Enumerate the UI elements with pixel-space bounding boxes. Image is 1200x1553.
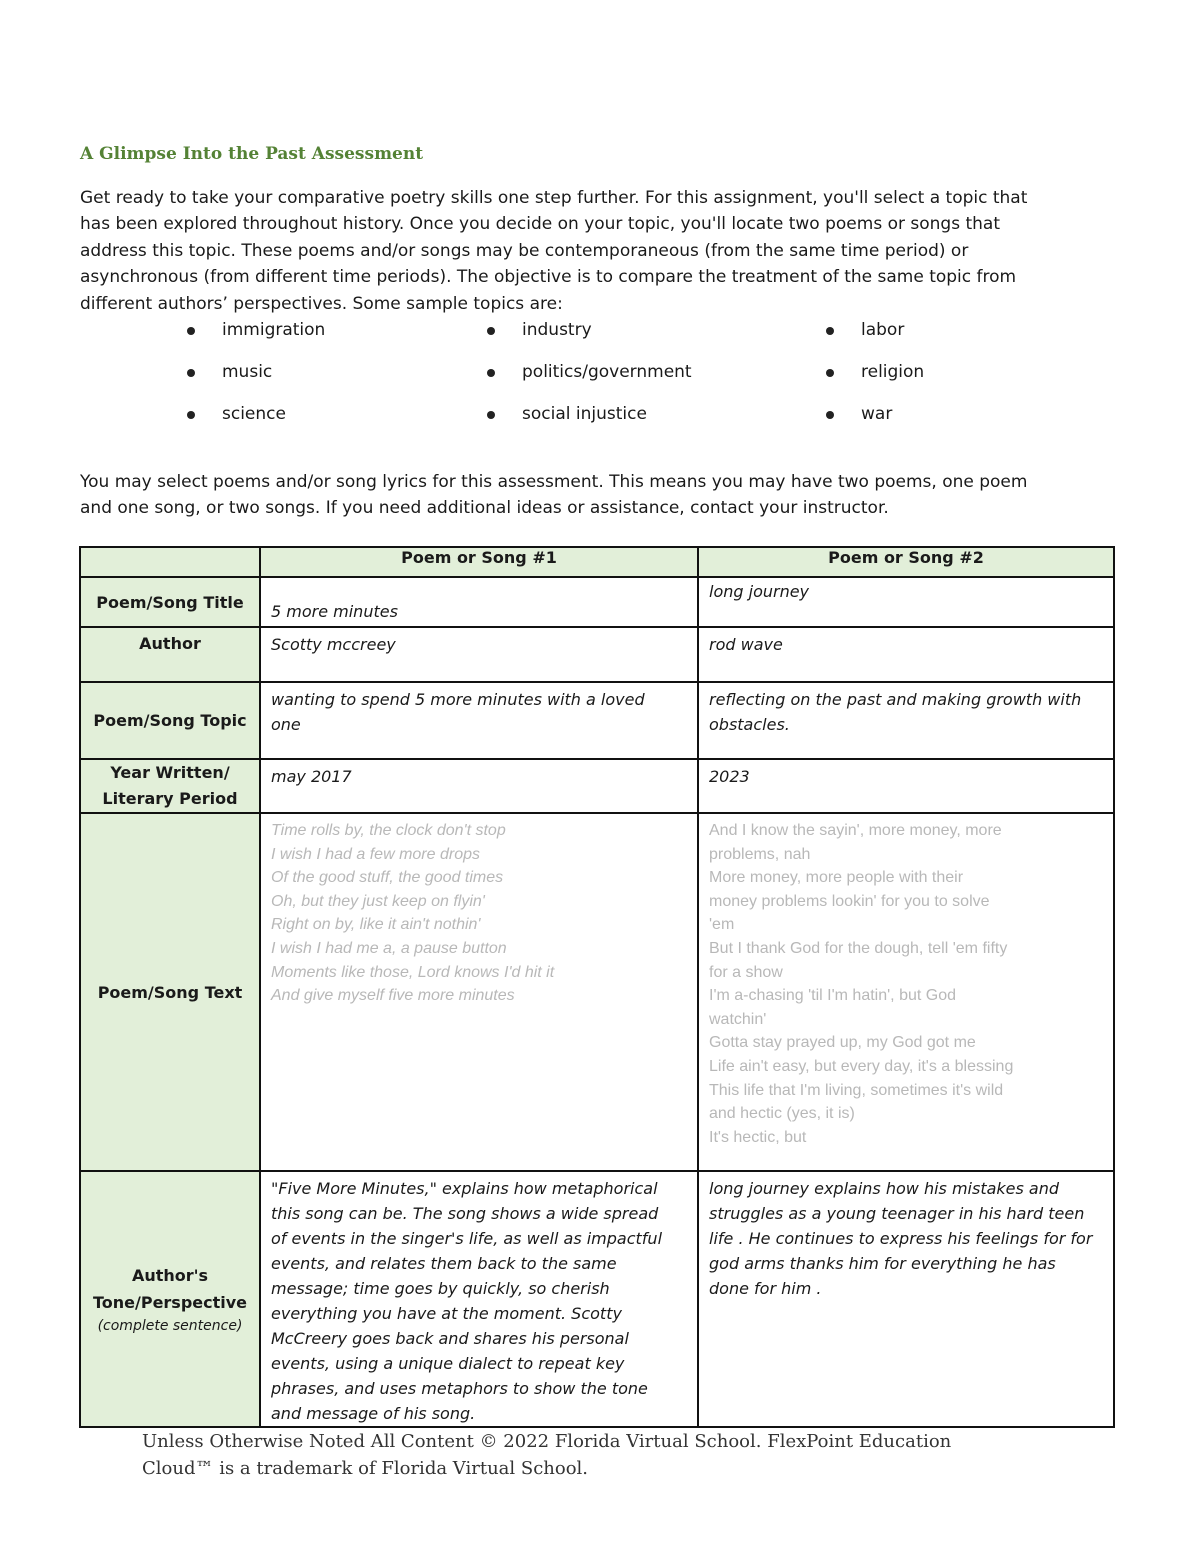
poem-2-year: 2023 [698,759,1114,813]
intro-line: asynchronous (from different time periods). The objective is to compare the treatment of the same topic from [80,267,1017,288]
row-label-author: Author [80,627,260,682]
intro-line: different authors’ perspectives. Some sample topics are: [80,293,563,314]
topic-item: religion [861,362,924,382]
topic-item: labor [861,320,904,340]
poem-1-year: may 2017 [260,759,698,813]
note-line: You may select poems and/or song lyrics for this assessment. This means you may have two poems, one poem [80,472,1028,492]
row-label-year: Year Written/ Literary Period [80,759,260,813]
table-row [80,759,1114,813]
header-empty-cell [80,547,260,577]
bullet-icon [187,369,195,377]
topic-item: science [222,404,286,424]
intro-line: has been explored throughout history. Once you decide on your topic, you'll locate two poems or songs that [80,214,1000,235]
bullet-icon [826,369,834,377]
topic-item: industry [522,320,592,340]
footer-line: Cloud™ is a trademark of Florida Virtual School. [142,1458,589,1479]
poem-1-title: 5 more minutes [260,577,698,627]
copyright-footer [142,1428,1092,1482]
comparison-table [79,546,1115,1428]
intro-line: address this topic. These poems and/or songs may be contemporaneous (from the same time period) or [80,240,969,261]
bullet-icon [187,327,195,335]
header-poem-1: Poem or Song #1 [260,547,698,577]
topic-item: politics/government [522,362,692,382]
poem-1-topic: wanting to spend 5 more minutes with a loved one [260,682,698,759]
row-label-topic: Poem/Song Topic [80,682,260,759]
instructions-paragraph [80,469,1080,522]
row-label-tone: Author's Tone/Perspective (complete sentence) [80,1171,260,1427]
intro-paragraph [80,185,1080,317]
poem-2-author: rod wave [698,627,1114,682]
poem-1-text: Time rolls by, the clock don't stop I wish I had a few more drops Of the good stuff, the good times Oh, but they just keep on flyin' Right on by, like it ain't nothin' I wish I had me a, a pause button Moments like those, Lord knows I'd hit it And give myself five more minutes [260,813,698,1171]
bullet-icon [487,411,495,419]
table-row [80,813,1114,1171]
table-header-row [80,547,1114,577]
poem-1-author: Scotty mccreey [260,627,698,682]
bullet-icon [487,369,495,377]
row-label-text: Poem/Song Text [80,813,260,1171]
poem-2-title: long journey [698,577,1114,627]
bullet-icon [826,327,834,335]
topic-item: social injustice [522,404,647,424]
table-row [80,682,1114,759]
topic-item: music [222,362,272,382]
header-poem-2: Poem or Song #2 [698,547,1114,577]
topic-item: immigration [222,320,325,340]
topic-item: war [861,404,892,424]
poem-1-tone: "Five More Minutes," explains how metaphorical this song can be. The song shows a wide spread of events in the singer's life, as well as impactful events, and relates them back to the same message; time goes by quickly, so cherish everything you have at the moment. Scotty McCreery goes back and shares his personal events, using a unique dialect to repeat key phrases, and uses metaphors to show the tone and message of his song. [260,1171,698,1427]
row-label-title: Poem/Song Title [80,577,260,627]
note-line: and one song, or two songs. If you need additional ideas or assistance, contact your instructor. [80,498,889,519]
bullet-icon [826,411,834,419]
poem-2-tone: long journey explains how his mistakes and struggles as a young teenager in his hard teen life . He continues to express his feelings for for god arms thanks him for everything he has done for him . [698,1171,1114,1427]
page-title: A Glimpse Into the Past Assessment [80,144,424,164]
table-row [80,1171,1114,1427]
bullet-icon [487,327,495,335]
bullet-icon [187,411,195,419]
intro-line: Get ready to take your comparative poetry skills one step further. For this assignment, you'll select a topic that [80,188,1028,208]
sample-topics-list [0,316,1200,446]
poem-2-topic: reflecting on the past and making growth with obstacles. [698,682,1114,759]
poem-2-text: And I know the sayin', more money, more problems, nah More money, more people with their money problems lookin' for you to solve 'em But I thank God for the dough, tell 'em fifty for a show I'm a-chasing 'til I'm hatin', but God watchin' Gotta stay prayed up, my God got me Life ain't easy, but every day, it's a blessing This life that I'm living, sometimes it's wild and hectic (yes, it is) It's hectic, but [698,813,1114,1171]
table-row [80,577,1114,627]
footer-line: Unless Otherwise Noted All Content © 2022 Florida Virtual School. FlexPoint Education [142,1431,952,1452]
table-row [80,627,1114,682]
